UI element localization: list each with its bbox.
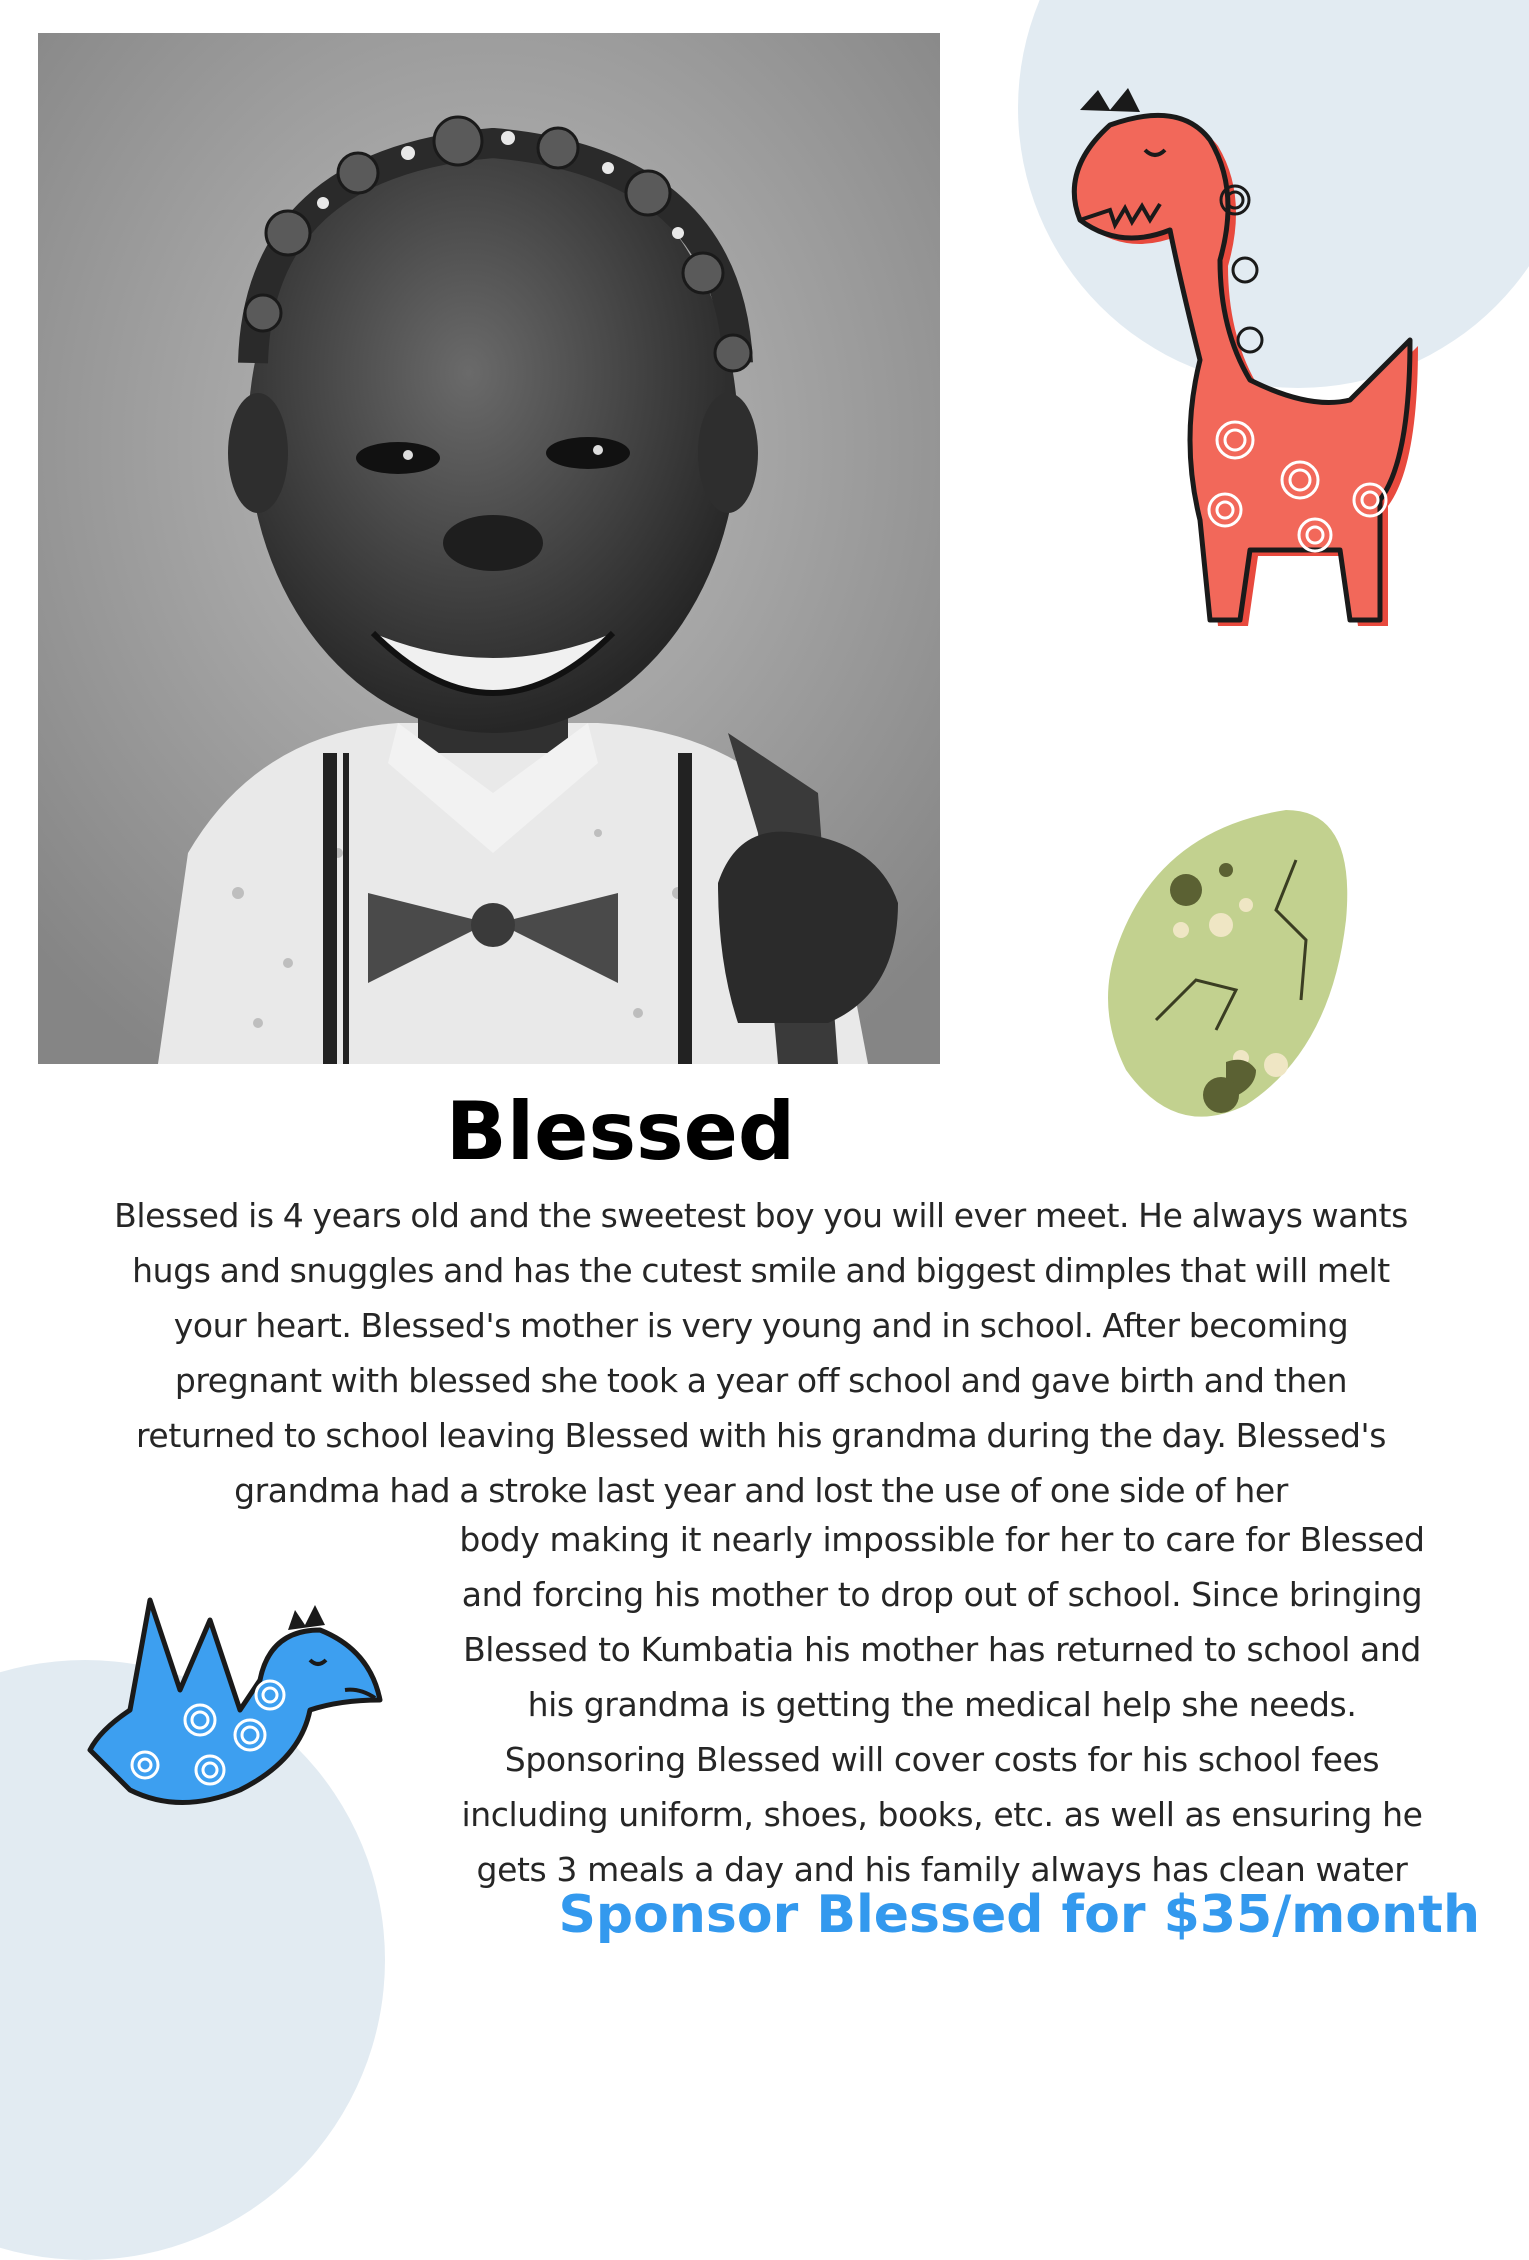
bio-line: grandma had a stroke last year and lost the use of one side of her [234,1471,1288,1510]
sponsor-call-to-action: Sponsor Blessed for $35/month [558,1885,1480,1945]
bio-line: Blessed to Kumbatia his mother has returned to school and [463,1630,1421,1669]
bio-line: and forcing his mother to drop out of school. Since bringing [461,1575,1423,1614]
bio-line: Blessed is 4 years old and the sweetest boy you will ever meet. He always wants [114,1196,1408,1235]
bio-line: pregnant with blessed she took a year off school and gave birth and then [174,1361,1348,1400]
bio-line: body making it nearly impossible for her to care for Blessed [459,1520,1425,1559]
bio-paragraph-bottom [404,1512,1480,1897]
blue-dinosaur-illustration [70,1590,390,1820]
bio-line: his grandma is getting the medical help she needs. [527,1685,1357,1724]
child-name-heading: Blessed [445,1085,796,1178]
bio-line: your heart. Blessed's mother is very young and in school. After becoming [173,1306,1349,1345]
child-photo [38,33,940,1064]
bio-line: gets 3 meals a day and his family always has clean water [476,1850,1408,1889]
dinosaur-egg-illustration [1096,800,1366,1130]
red-dinosaur-illustration [1050,80,1450,640]
bio-line: hugs and snuggles and has the cutest smile and biggest dimples that will melt [132,1251,1390,1290]
bio-line: returned to school leaving Blessed with his grandma during the day. Blessed's [135,1416,1387,1455]
bio-line: including uniform, shoes, books, etc. as well as ensuring he [461,1795,1423,1834]
bio-paragraph-top [40,1188,1482,1518]
bio-line: Sponsoring Blessed will cover costs for his school fees [504,1740,1380,1779]
